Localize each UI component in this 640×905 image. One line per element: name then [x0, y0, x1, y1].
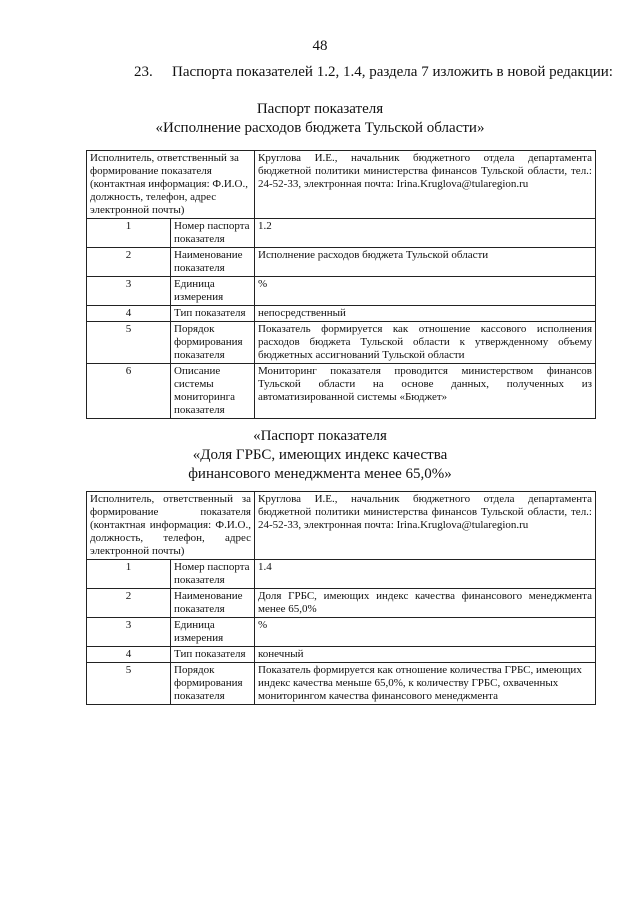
row-value: %	[255, 277, 596, 306]
section-number: 23.	[134, 64, 153, 80]
executor-value: Круглова И.Е., начальник бюджетного отдела департамента бюджетной политики министерства финансов Тульской области, тел.: 24-52-33, электронная почта: Irina.Kruglova@tularegion.ru	[255, 151, 596, 219]
table-row	[87, 248, 596, 277]
row-value: Исполнение расходов бюджета Тульской области	[255, 248, 596, 277]
row-number: 3	[87, 277, 171, 306]
row-value: Показатель формируется как отношение кассового исполнения расходов бюджета Тульской области к утвержденному объему бюджетных ассигнований Тульской области	[255, 322, 596, 364]
row-value: непосредственный	[255, 306, 596, 322]
passport-1-table	[86, 150, 596, 419]
table-row	[87, 618, 596, 647]
executor-value: Круглова И.Е., начальник бюджетного отдела департамента бюджетной политики министерства финансов Тульской области, тел.: 24-52-33, электронная почта: Irina.Kruglova@tularegion.ru	[255, 492, 596, 560]
table-row	[87, 589, 596, 618]
row-value: 1.4	[255, 560, 596, 589]
passport-2-title-line-2: «Доля ГРБС, имеющих индекс качества	[192, 447, 448, 463]
table-row	[87, 663, 596, 705]
row-label: Порядок формирования показателя	[171, 663, 255, 705]
passport-1-title-line-1: Паспорт показателя	[256, 101, 384, 117]
table-row	[87, 277, 596, 306]
table-row	[87, 647, 596, 663]
row-number: 6	[87, 364, 171, 419]
row-value: 1.2	[255, 219, 596, 248]
row-value: Показатель формируется как отношение количества ГРБС, имеющих индекс качества меньше 65,0%, к количеству ГРБС, охваченных мониторингом качества финансового менеджмента	[255, 663, 596, 705]
page-number: 48	[312, 38, 328, 54]
row-value: конечный	[255, 647, 596, 663]
row-value: Мониторинг показателя проводится министерством финансов Тульской области на основе данных, полученных из автоматизированной системы «Бюджет»	[255, 364, 596, 419]
passport-2-title-line-1: «Паспорт показателя	[253, 428, 387, 444]
table-row	[87, 322, 596, 364]
row-label: Описание системы мониторинга показателя	[171, 364, 255, 419]
row-number: 1	[87, 219, 171, 248]
row-label: Наименование показателя	[171, 589, 255, 618]
row-number: 4	[87, 306, 171, 322]
row-label: Наименование показателя	[171, 248, 255, 277]
passport-2-title-line-3: финансового менеджмента менее 65,0%»	[188, 466, 452, 482]
row-number: 2	[87, 589, 171, 618]
row-value: %	[255, 618, 596, 647]
row-label: Тип показателя	[171, 306, 255, 322]
passport-1-title	[0, 100, 640, 138]
section-heading	[134, 64, 613, 81]
row-number: 4	[87, 647, 171, 663]
table-row	[87, 151, 596, 219]
table-row	[87, 219, 596, 248]
executor-label: Исполнитель, ответственный за формирование показателя (контактная информация: Ф.И.О., должность, телефон, адрес электронной почты)	[87, 492, 255, 560]
section-text: Паспорта показателей 1.2, 1.4, раздела 7 изложить в новой редакции:	[172, 64, 613, 80]
row-label: Номер паспорта показателя	[171, 219, 255, 248]
table-row	[87, 364, 596, 419]
table-row	[87, 492, 596, 560]
row-label: Единица измерения	[171, 618, 255, 647]
row-value: Доля ГРБС, имеющих индекс качества финансового менеджмента менее 65,0%	[255, 589, 596, 618]
row-number: 5	[87, 322, 171, 364]
table-row	[87, 306, 596, 322]
row-label: Единица измерения	[171, 277, 255, 306]
row-number: 3	[87, 618, 171, 647]
row-label: Тип показателя	[171, 647, 255, 663]
row-number: 5	[87, 663, 171, 705]
row-number: 2	[87, 248, 171, 277]
row-label: Номер паспорта показателя	[171, 560, 255, 589]
passport-2-title	[0, 427, 640, 484]
passport-2-table	[86, 491, 596, 705]
row-number: 1	[87, 560, 171, 589]
table-row	[87, 560, 596, 589]
executor-label: Исполнитель, ответственный за формирование показателя (контактная информация: Ф.И.О., должность, телефон, адрес электронной почты)	[87, 151, 255, 219]
passport-1-title-line-2: «Исполнение расходов бюджета Тульской области»	[155, 120, 485, 136]
row-label: Порядок формирования показателя	[171, 322, 255, 364]
